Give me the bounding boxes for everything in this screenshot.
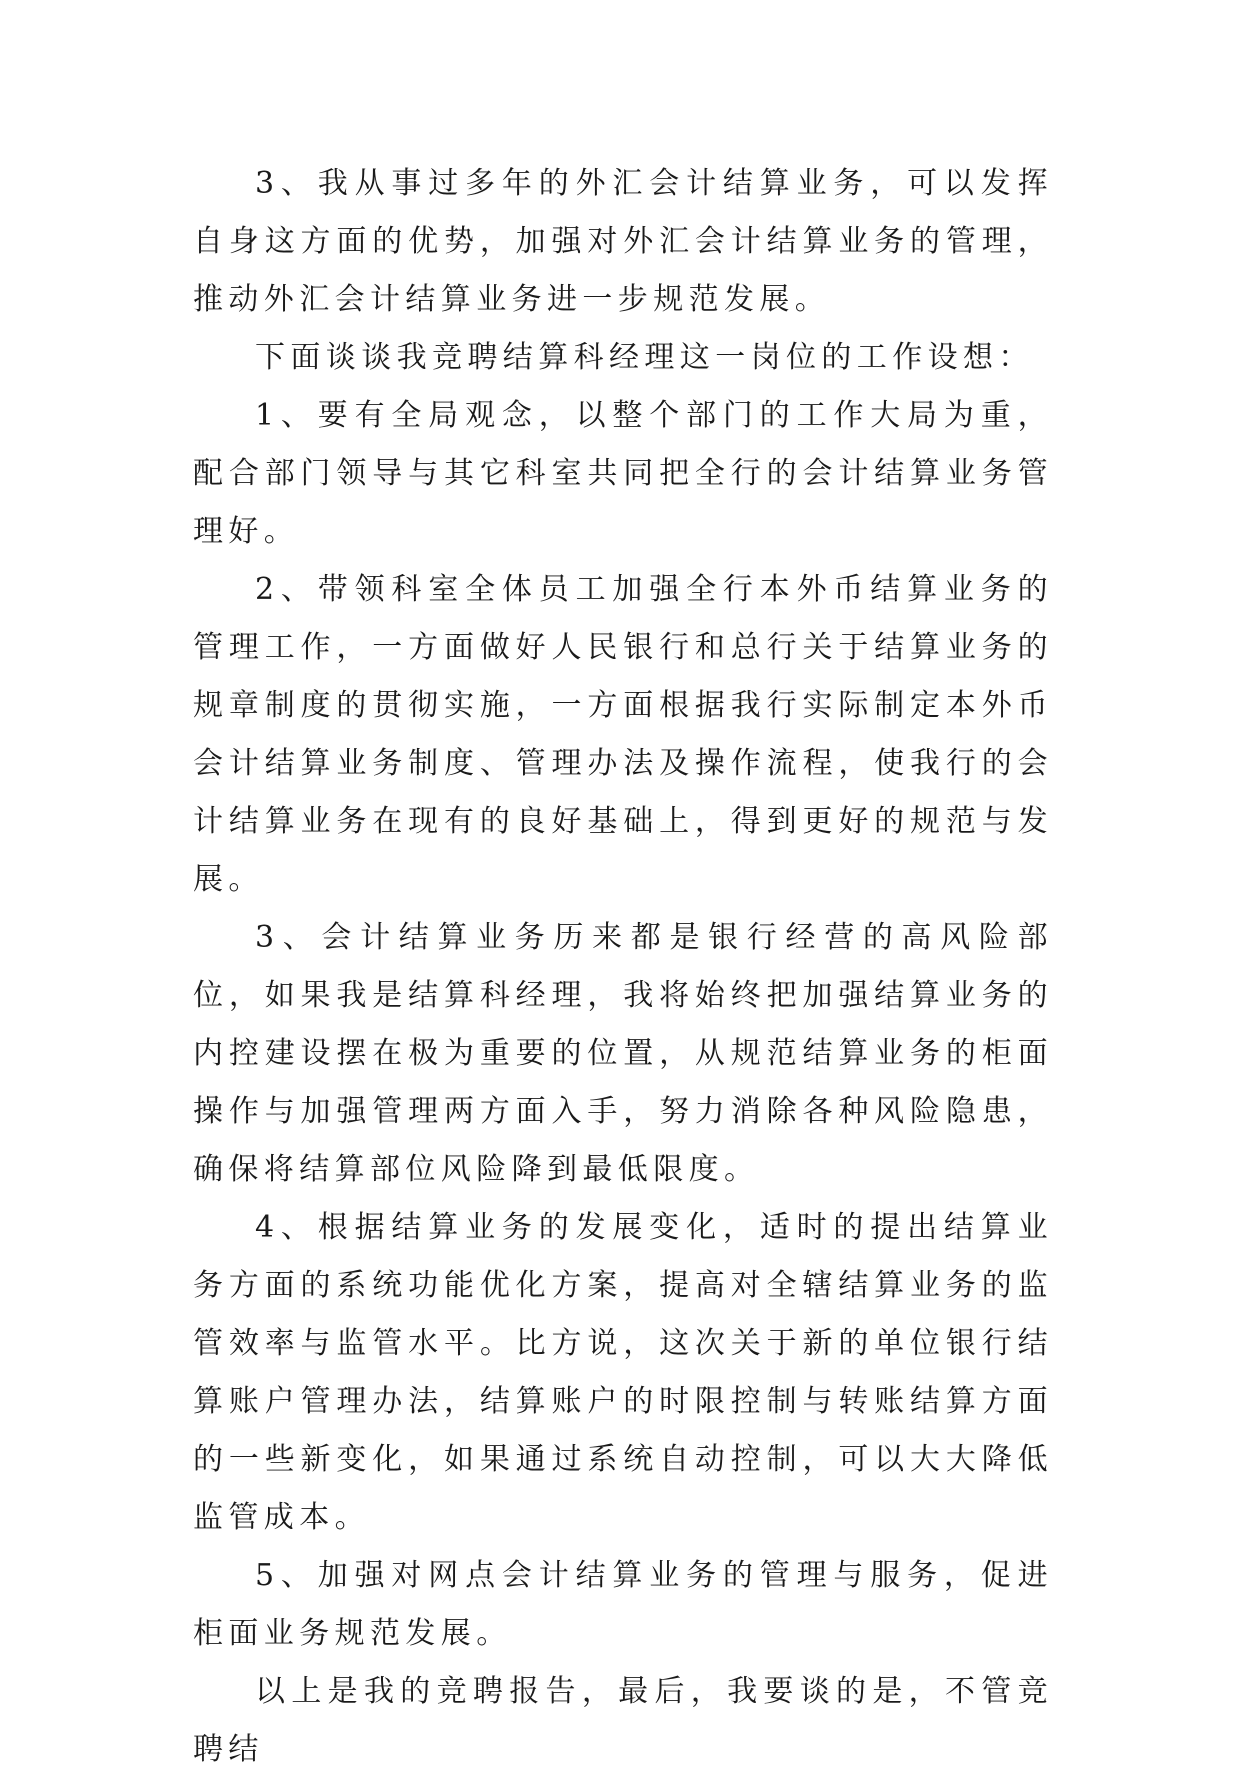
paragraph-6: 4、根据结算业务的发展变化，适时的提出结算业务方面的系统功能优化方案，提高对全辖结算业务的监管效率与监管水平。比方说，这次关于新的单位银行结算账户管理办法，结算账户的时限控制与转账结算方面的一些新变化，如果通过系统自动控制，可以大大降低监管成本。 (193, 1210, 1053, 1535)
paragraph-2: 下面谈谈我竞聘结算科经理这一岗位的工作设想： (255, 340, 1034, 375)
paragraph-7: 5、加强对网点会计结算业务的管理与服务，促进柜面业务规范发展。 (193, 1558, 1053, 1651)
paragraph-8: 以上是我的竞聘报告，最后，我要谈的是，不管竞聘结 (193, 1674, 1053, 1767)
paragraph-3: 1、要有全局观念，以整个部门的工作大局为重，配合部门领导与其它科室共同把全行的会计结算业务管理好。 (193, 398, 1053, 549)
paragraph-1: 3、我从事过多年的外汇会计结算业务，可以发挥自身这方面的优势，加强对外汇会计结算业务的管理，推动外汇会计结算业务进一步规范发展。 (193, 166, 1053, 317)
document-body (193, 155, 1053, 1779)
paragraph-5: 3、会计结算业务历来都是银行经营的高风险部位，如果我是结算科经理，我将始终把加强结算业务的内控建设摆在极为重要的位置，从规范结算业务的柜面操作与加强管理两方面入手，努力消除各种风险隐患，确保将结算部位风险降到最低限度。 (193, 920, 1053, 1187)
paragraph-4: 2、带领科室全体员工加强全行本外币结算业务的管理工作，一方面做好人民银行和总行关于结算业务的规章制度的贯彻实施，一方面根据我行实际制定本外币会计结算业务制度、管理办法及操作流程，使我行的会计结算业务在现有的良好基础上，得到更好的规范与发展。 (193, 572, 1053, 897)
